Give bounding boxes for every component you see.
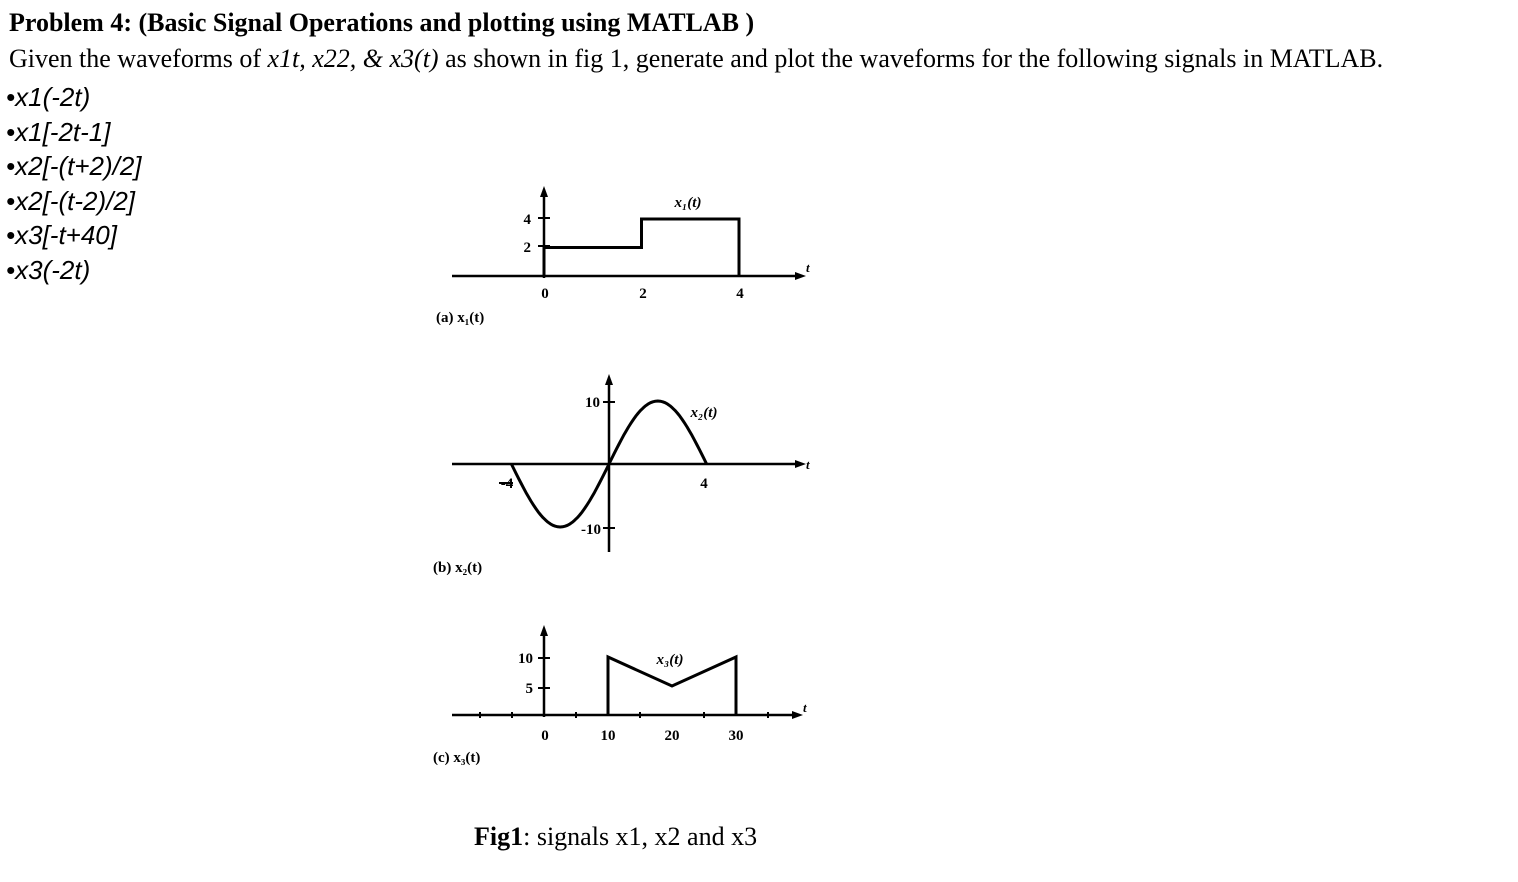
operation-item: •x2[-(t-2)/2] — [6, 185, 136, 216]
panel-c-xtick-label-10: 10 — [600, 728, 616, 744]
panel-b-y-arrow — [605, 374, 613, 385]
panel-a-series-label: x₁(t) — [674, 195, 702, 211]
panel-c-xtick-label-20: 20 — [664, 728, 680, 744]
operation-item: •x1(-2t) — [6, 82, 91, 112]
intro-signals: x1t, x22, & x3(t) — [267, 44, 439, 73]
panel-c-ytick-label-10: 10 — [518, 651, 533, 667]
operation-item: •x2[-(t+2)/2] — [6, 151, 142, 181]
panel-c-series-label: x₃(t) — [656, 652, 684, 668]
panel-a-t-arrow — [795, 272, 806, 280]
panel-b-xtick-label-neg4: -4 — [500, 476, 514, 492]
figure-caption-label: Fig1 — [474, 822, 524, 851]
panel-c-t-label: t — [803, 700, 807, 715]
panel-b-t-label: t — [806, 457, 810, 472]
panel-c-caption: (c) x₃(t) — [433, 750, 481, 766]
panel-a-ytick-label-2: 2 — [523, 240, 531, 256]
panel-a-xtick-label-0: 0 — [541, 286, 549, 302]
intro-after: as shown in fig 1, generate and plot the waveforms for the following signals in MATLAB. — [438, 44, 1384, 73]
panel-a-signal — [544, 219, 739, 276]
panel-c-xtick-label-30: 30 — [728, 728, 744, 744]
figure-caption — [474, 822, 757, 852]
panel-b-caption: (b) x₂(t) — [433, 560, 483, 576]
intro-before: Given the waveforms of — [9, 44, 268, 73]
panel-b-ytick-label-10: 10 — [585, 395, 600, 411]
figure-caption-text: : signals x1, x2 and x3 — [523, 822, 758, 851]
panel-a-ytick-label-4: 4 — [523, 212, 531, 228]
panel-a — [436, 186, 810, 326]
panel-c-y-arrow — [540, 625, 548, 636]
operation-item: •x3(-2t) — [6, 254, 91, 285]
panel-b-series-label: x₂(t) — [690, 405, 718, 421]
panel-b-t-arrow — [795, 460, 806, 468]
problem-title: Problem 4: (Basic Signal Operations and plotting using MATLAB ) — [9, 8, 755, 37]
panel-a-t-label: t — [806, 260, 810, 275]
panel-a-xtick-label-4: 4 — [736, 286, 744, 302]
operation-item: •x3[-t+40] — [6, 220, 117, 250]
panel-c-xtick-label-0: 0 — [541, 728, 549, 744]
panel-c — [433, 625, 807, 766]
panel-a-y-arrow — [540, 186, 548, 197]
panel-b-ytick-label-neg10: -10 — [581, 522, 601, 538]
panel-c-ytick-label-5: 5 — [525, 681, 533, 697]
panel-b — [433, 374, 810, 576]
panel-b-xtick-label-4: 4 — [700, 476, 708, 492]
panel-c-t-arrow — [792, 711, 803, 719]
panel-a-caption: (a) x₁(t) — [436, 310, 485, 326]
operation-item: •x1[-2t-1] — [6, 116, 111, 147]
panel-a-xtick-label-2: 2 — [639, 286, 647, 302]
